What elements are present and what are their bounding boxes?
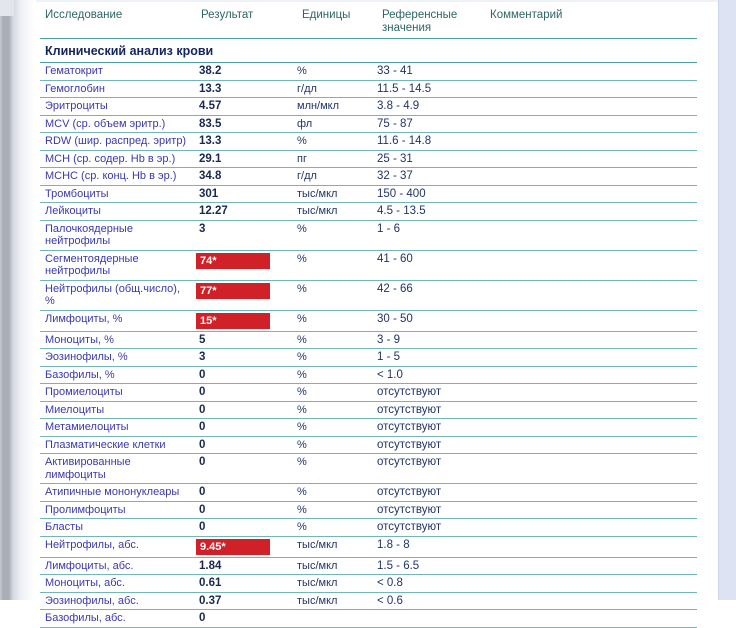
abnormal-result-value: 74* [196, 253, 270, 269]
cell-result [196, 253, 297, 269]
cell-reference-range: отсутствуют [377, 421, 442, 433]
table-row [40, 251, 697, 281]
cell-units: % [297, 135, 307, 147]
table-row [40, 281, 697, 311]
cell-test-name: Гематокрит [45, 65, 103, 77]
cell-units: % [297, 282, 307, 295]
result-value: 5 [199, 333, 206, 346]
result-value: 0.37 [199, 594, 222, 607]
table-row [40, 186, 697, 204]
result-value: 3 [199, 351, 206, 363]
cell-reference-range: 1.8 - 8 [377, 538, 410, 551]
cell-result [196, 83, 297, 96]
result-value: 29.1 [199, 152, 222, 165]
cell-units: % [297, 368, 307, 381]
cell-units: тыс/мкл [297, 594, 338, 607]
report-content [40, 0, 697, 628]
column-header-result: Результат [201, 9, 254, 21]
cell-result [196, 521, 297, 534]
result-value: 0 [199, 456, 206, 468]
result-value: 0 [199, 386, 206, 398]
cell-reference-range: 3.8 - 4.9 [377, 100, 420, 112]
cell-reference-range: 3 - 9 [377, 333, 401, 346]
cell-test-name: MCH (ср. содер. Hb в эр.) [45, 152, 176, 165]
cell-test-name: Сегментоядерные нейтрофилы [45, 252, 139, 277]
cell-reference-range: 30 - 50 [377, 312, 413, 325]
table-row [40, 133, 697, 151]
cell-reference-range: отсутствуют [377, 438, 442, 451]
cell-result [196, 188, 297, 201]
table-row [40, 519, 697, 537]
cell-result [196, 135, 297, 148]
cell-units: млн/мкл [297, 100, 340, 112]
cell-test-name: Пролимфоциты [45, 503, 126, 516]
cell-test-name: Метамиелоциты [45, 421, 129, 433]
table-row [40, 203, 697, 221]
cell-reference-range: 4.5 - 13.5 [377, 205, 426, 217]
table-body [40, 63, 697, 628]
cell-result [196, 539, 297, 555]
result-value: 0 [199, 421, 206, 433]
result-value: 83.5 [199, 117, 222, 130]
table-row [40, 575, 697, 593]
cell-units: тыс/мкл [297, 577, 338, 589]
cell-reference-range: отсутствуют [377, 456, 442, 468]
cell-result [196, 313, 297, 329]
result-value: 13.3 [199, 135, 222, 147]
table-row [40, 311, 697, 332]
table-row [40, 367, 697, 385]
result-value: 0 [199, 368, 206, 381]
result-value: 0 [199, 612, 206, 624]
cell-units: тыс/мкл [297, 205, 338, 217]
cell-test-name: Моноциты, % [45, 333, 114, 346]
table-row [40, 221, 697, 251]
page-left-top-corner [0, 0, 14, 16]
cell-test-name: RDW (шир. распред. эритр) [45, 135, 187, 147]
result-value: 3 [199, 222, 206, 235]
cell-reference-range: 75 - 87 [377, 117, 413, 130]
cell-test-name: Гемоглобин [45, 82, 105, 95]
cell-reference-range: 42 - 66 [377, 282, 413, 295]
result-value: 301 [199, 187, 219, 200]
cell-reference-range: < 1.0 [377, 368, 403, 381]
cell-test-name: Базофилы, абс. [45, 612, 126, 624]
cell-result [196, 486, 297, 499]
cell-result [196, 100, 297, 113]
cell-test-name: Эритроциты [45, 100, 108, 112]
cell-units: % [297, 312, 307, 325]
cell-result [196, 65, 297, 78]
cell-test-name: Лейкоциты [45, 205, 101, 217]
cell-reference-range: 33 - 41 [377, 65, 413, 77]
cell-reference-range: 41 - 60 [377, 252, 413, 265]
cell-reference-range: 11.5 - 14.5 [377, 82, 432, 95]
cell-reference-range: отсутствуют [377, 521, 442, 533]
table-row [40, 502, 697, 520]
cell-reference-range: 32 - 37 [377, 170, 413, 182]
cell-result [196, 560, 297, 573]
cell-reference-range: отсутствуют [377, 386, 442, 398]
table-row [40, 402, 697, 420]
result-value: 1.84 [199, 559, 222, 572]
column-header-test: Исследование [45, 9, 123, 21]
cell-result [196, 334, 297, 347]
cell-reference-range: 150 - 400 [377, 187, 426, 200]
column-header-units: Единицы [302, 9, 351, 21]
table-row [40, 349, 697, 367]
cell-reference-range: 1 - 5 [377, 351, 401, 363]
section-title: Клинический анализ крови [45, 44, 214, 58]
cell-test-name: MCHC (ср. конц. Hb в эр.) [45, 170, 177, 182]
cell-test-name: Миелоциты [45, 403, 105, 416]
cell-reference-range: 25 - 31 [377, 152, 413, 165]
table-row [40, 537, 697, 558]
result-value: 0 [199, 438, 206, 451]
cell-units: % [297, 386, 307, 398]
cell-units: фл [297, 117, 313, 130]
table-row [40, 419, 697, 437]
cell-result [196, 170, 297, 183]
cell-test-name: Атипичные мононуклеары [45, 486, 180, 498]
cell-test-name: Палочкоядерные нейтрофилы [45, 222, 133, 247]
cell-test-name: Тромбоциты [45, 187, 109, 200]
cell-units: % [297, 521, 307, 533]
cell-units: % [297, 421, 307, 433]
cell-test-name: Бласты [45, 521, 84, 533]
column-header-range: Референсные значения [382, 9, 458, 34]
result-value: 0.61 [199, 577, 222, 589]
cell-units: % [297, 351, 307, 363]
result-value: 0 [199, 521, 206, 533]
table-row [40, 593, 697, 611]
cell-units: % [297, 456, 307, 468]
result-value: 38.2 [199, 65, 222, 77]
cell-units: тыс/мкл [297, 559, 338, 572]
section-header [40, 39, 697, 63]
cell-result [196, 351, 297, 364]
table-row [40, 484, 697, 502]
cell-result [196, 504, 297, 517]
cell-units: % [297, 503, 307, 516]
abnormal-result-value: 15* [196, 313, 270, 329]
table-row [40, 168, 697, 186]
table-header-row [40, 0, 697, 39]
cell-result [196, 421, 297, 434]
cell-test-name: Эозинофилы, абс. [45, 594, 139, 607]
result-value: 0 [199, 403, 206, 416]
cell-result [196, 153, 297, 166]
cell-result [196, 223, 297, 236]
abnormal-result-value: 77* [196, 283, 270, 299]
cell-units: пг [297, 152, 307, 165]
cell-test-name: Лимфоциты, % [45, 312, 123, 325]
cell-reference-range: 1 - 6 [377, 222, 401, 235]
result-value: 0 [199, 503, 206, 516]
result-value: 34.8 [199, 170, 222, 182]
cell-reference-range: отсутствуют [377, 403, 442, 416]
cell-units: % [297, 403, 307, 416]
table-row [40, 151, 697, 169]
result-value: 13.3 [199, 82, 222, 95]
cell-reference-range: < 0.6 [377, 594, 403, 607]
cell-test-name: Нейтрофилы, абс. [45, 538, 139, 551]
table-row [40, 437, 697, 455]
table-row [40, 384, 697, 402]
cell-reference-range: 11.6 - 14.8 [377, 135, 432, 147]
result-value: 4.57 [199, 100, 222, 112]
cell-reference-range: 1.5 - 6.5 [377, 559, 420, 572]
table-row [40, 98, 697, 116]
cell-units: тыс/мкл [297, 187, 338, 200]
cell-test-name: Плазматические клетки [45, 438, 166, 451]
table-row [40, 454, 697, 484]
cell-units: % [297, 438, 307, 451]
cell-result [196, 283, 297, 299]
cell-result [196, 386, 297, 399]
cell-result [196, 612, 297, 625]
page-left-edge [0, 0, 36, 600]
abnormal-result-value: 9.45* [196, 539, 270, 555]
cell-units: тыс/мкл [297, 538, 338, 551]
cell-result [196, 205, 297, 218]
cell-units: % [297, 486, 307, 498]
page-right-edge [718, 0, 736, 600]
table-row [40, 63, 697, 81]
cell-test-name: MCV (ср. объем эритр.) [45, 117, 166, 130]
cell-test-name: Лимфоциты, абс. [45, 559, 134, 572]
cell-units: % [297, 65, 307, 77]
result-value: 0 [199, 486, 206, 498]
cell-units: % [297, 333, 307, 346]
table-row [40, 558, 697, 576]
cell-units: г/дл [297, 170, 317, 182]
table-row [40, 332, 697, 350]
result-value: 12.27 [199, 205, 228, 217]
cell-units: % [297, 252, 307, 265]
cell-test-name: Эозинофилы, % [45, 351, 128, 363]
cell-result [196, 577, 297, 590]
cell-units: г/дл [297, 82, 317, 95]
cell-result [196, 456, 297, 469]
cell-result [196, 369, 297, 382]
table-row [40, 116, 697, 134]
cell-test-name: Моноциты, абс. [45, 577, 125, 589]
cell-result [196, 118, 297, 131]
cell-reference-range: отсутствуют [377, 503, 442, 516]
cell-result [196, 595, 297, 608]
cell-reference-range: отсутствуют [377, 486, 442, 498]
cell-test-name: Активированные лимфоциты [45, 456, 131, 481]
cell-result [196, 404, 297, 417]
cell-test-name: Базофилы, % [45, 368, 115, 381]
table-row [40, 81, 697, 99]
column-header-comment: Комментарий [490, 9, 563, 21]
cell-result [196, 439, 297, 452]
cell-reference-range: < 0.8 [377, 577, 403, 589]
cell-test-name: Промиелоциты [45, 386, 123, 398]
cell-units: % [297, 222, 307, 235]
cell-test-name: Нейтрофилы (общ.число), % [45, 282, 180, 307]
table-row [40, 610, 697, 628]
